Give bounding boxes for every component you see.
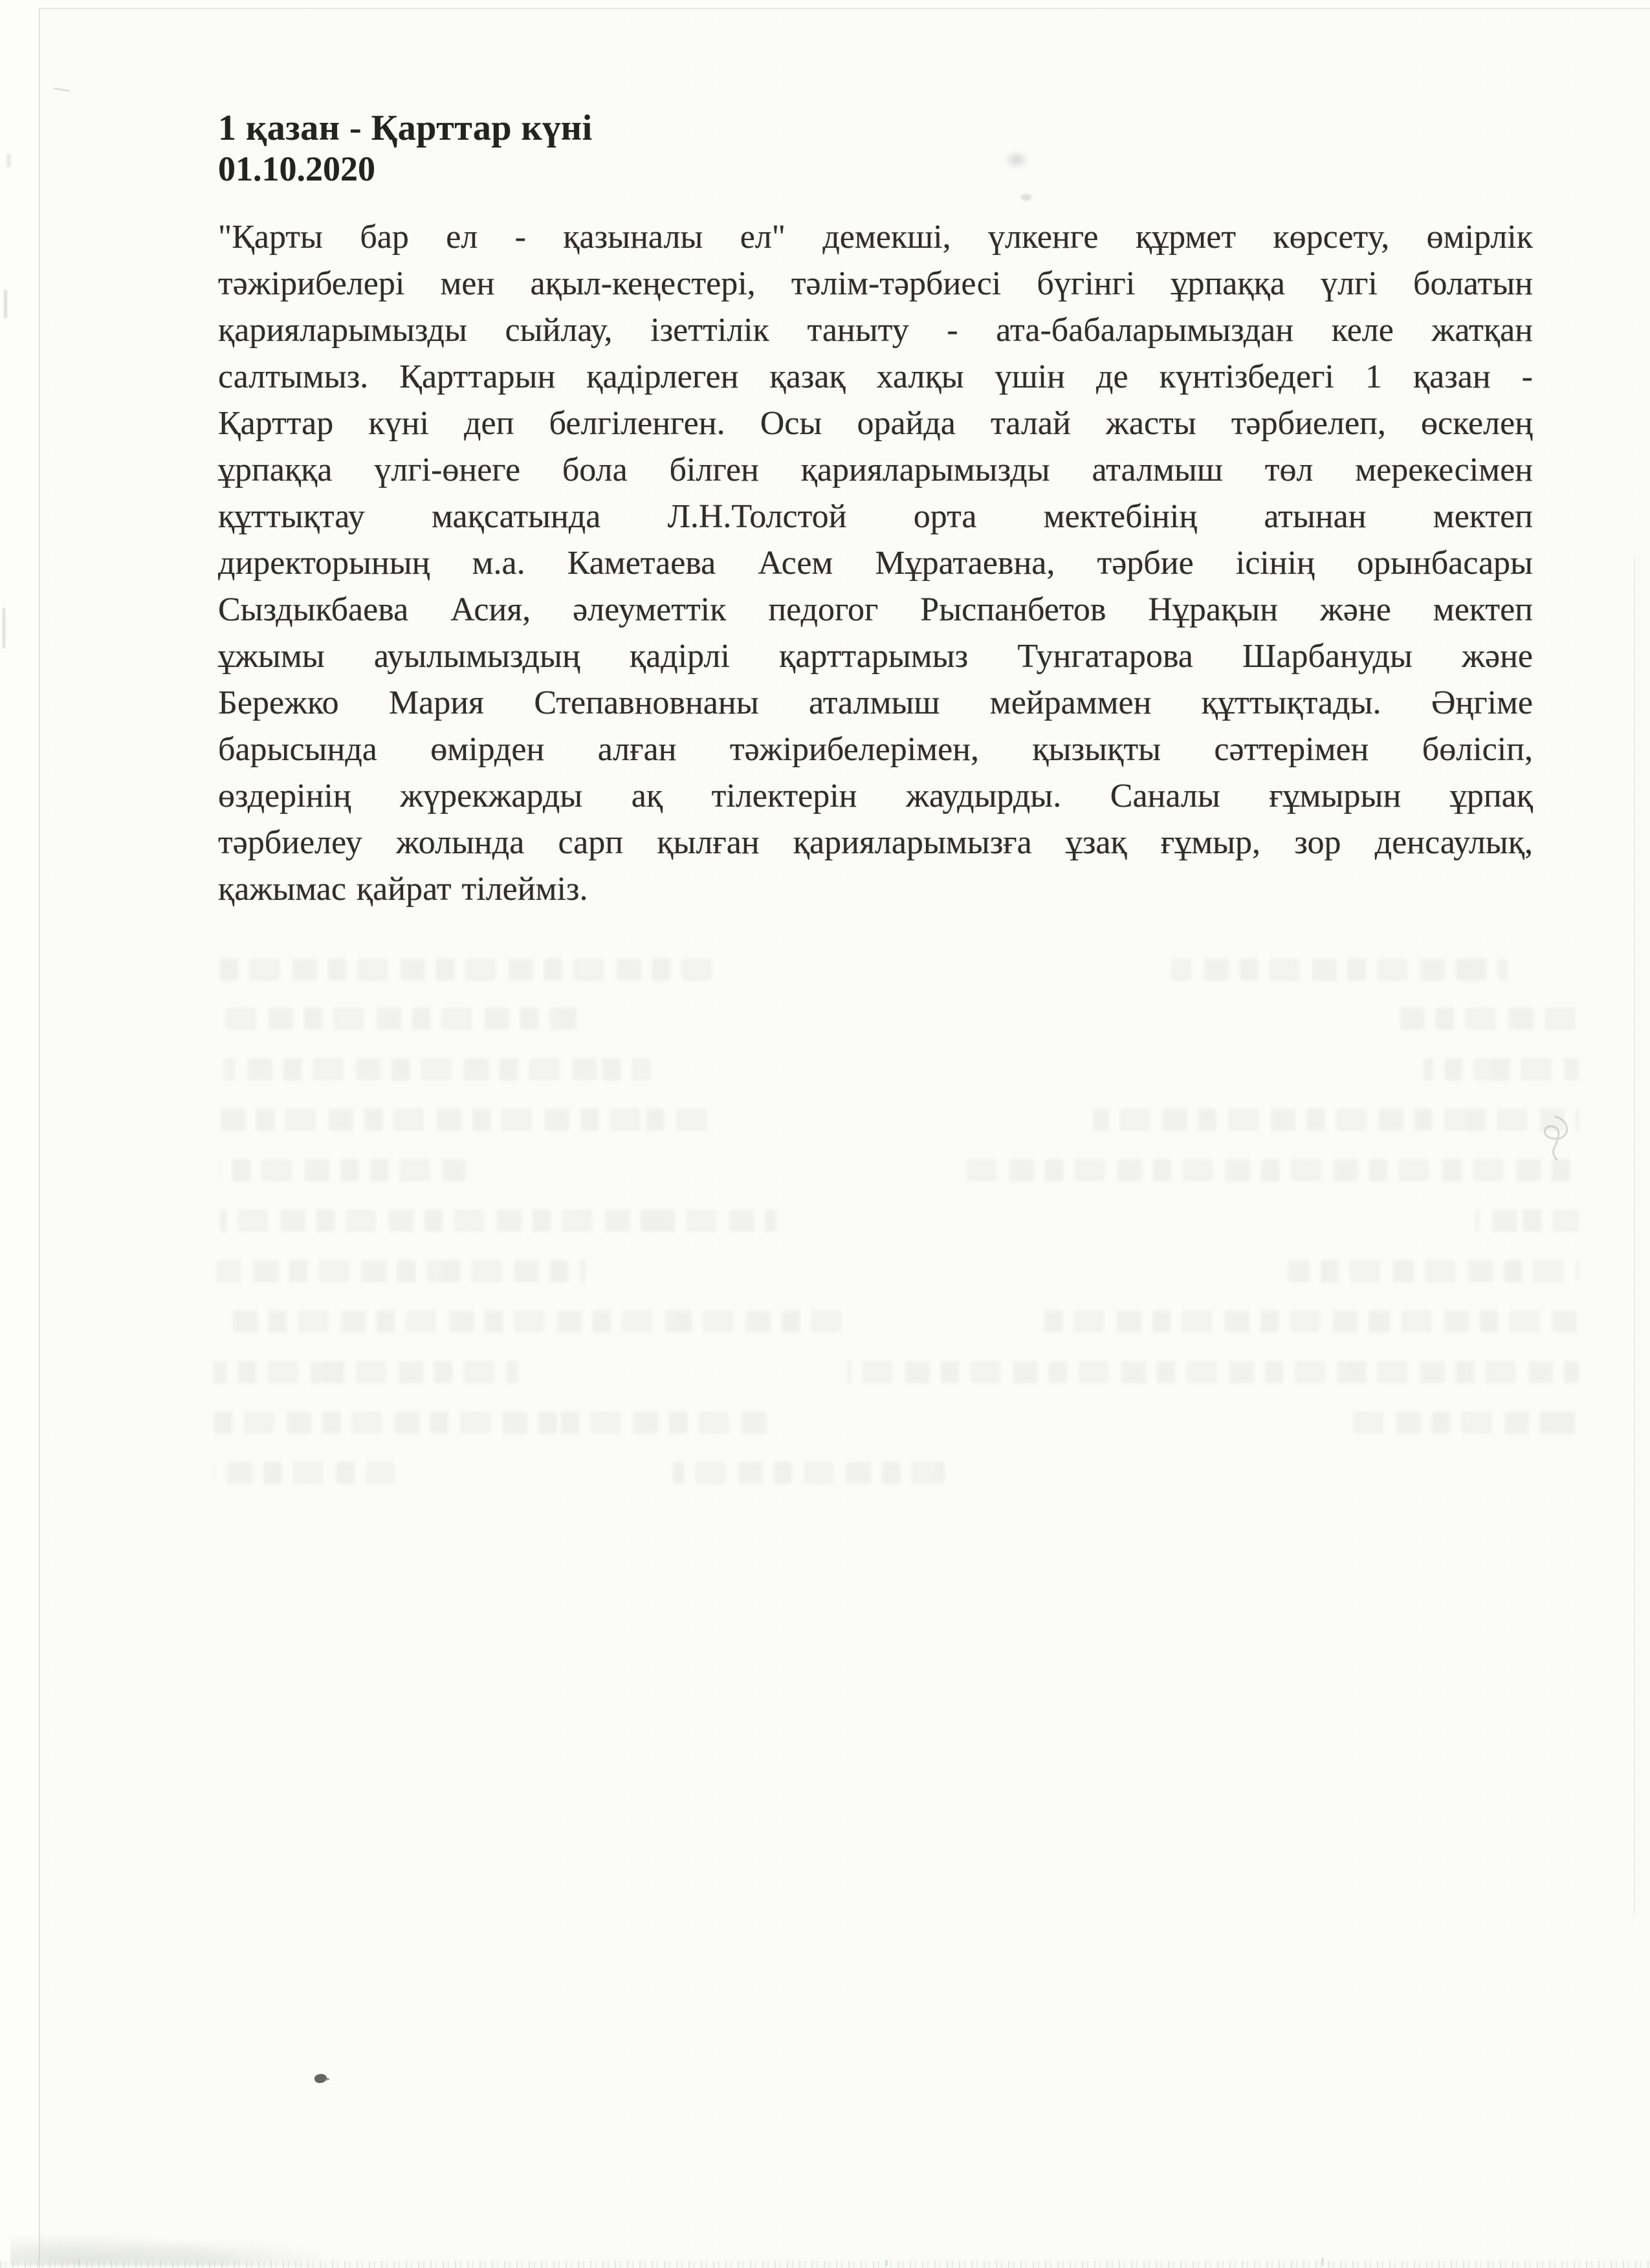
paper-right-edge [1634,556,1635,1915]
scan-artifact-streak [4,290,7,318]
paragraph-line: директорының м.а. Каметаева Асем Мұратаевна, тәрбие ісінің орынбасары [218,545,1533,582]
bleed-through-row [0,1008,1650,1031]
paragraph-line: "Қарты бар ел - қазыналы ел" демекші, үлкенге құрмет көрсету, өмірлік [218,219,1533,256]
bleed-through-row [0,1109,1650,1132]
page-title: 1 қазан - Қарттар күні [218,107,593,148]
bleed-through-row [0,959,1650,982]
paragraph-line: қарияларымызды сыйлау, ізеттілік таныту - ата-бабаларымыздан келе жатқан [218,312,1533,349]
bleed-through-row [0,1159,1650,1183]
paragraph-line: қажымас қайрат тілейміз. [218,871,588,908]
scan-artifact-teal-speck [885,2260,888,2265]
scan-artifact-teal-speck [1321,2258,1324,2265]
bleed-through-row [0,1058,1650,1082]
paragraph-line: құттықтау мақсатында Л.Н.Толстой орта мектебінің атынан мектеп [218,498,1533,535]
body-paragraph [218,214,1533,913]
paragraph-line: өздерінің жүрекжарды ақ тілектерін жаудырды. Саналы ғұмырын ұрпақ [218,778,1533,814]
bleed-through-row [0,1210,1650,1233]
scan-artifact-teal-speck [78,2260,80,2265]
paragraph-line: тәжірибелері мен ақыл-кеңестері, тәлім-тәрбиесі бүгінгі ұрпаққа үлгі болатын [218,265,1533,302]
bleed-through-row [0,1311,1650,1334]
paragraph-line: барысында өмірден алған тәжірибелерімен, қызықты сәттерімен бөлісіп, [218,731,1533,768]
paragraph-line: ұрпаққа үлгі-өнеге бола білген қарияларымызды аталмыш төл мерекесімен [218,452,1533,488]
paragraph-line: тәрбиелеу жолында сарп қылған қарияларымызға ұзақ ғұмыр, зор денсаулық, [218,824,1533,861]
scan-bottom-band [0,2261,1650,2268]
bleed-through-row [0,1462,1650,1485]
scan-artifact-dots [1021,194,1031,201]
bleed-through-row [0,1412,1650,1435]
scan-artifact-streak [6,154,11,167]
bleed-through-row [0,1361,1650,1384]
bleed-through-row [0,1260,1650,1283]
scan-artifact-streak [3,608,5,648]
paragraph-line: Бережко Мария Степавновнаны аталмыш мейраммен құттықтады. Әңгіме [218,684,1533,721]
document-date: 01.10.2020 [218,149,375,188]
paragraph-line: Қарттар күні деп белгіленген. Осы орайда талай жасты тәрбиелеп, өскелең [218,405,1533,442]
paragraph-line: ұжымы ауылымыздың қадірлі қарттарымыз Тунгатарова Шарбануды және [218,638,1533,675]
paragraph-line: салтымыз. Қарттарын қадірлеген қазақ халқы үшін де күнтізбедегі 1 қазан - [218,358,1533,395]
scan-artifact-smudge [1000,147,1033,172]
paragraph-line: Сыздыкбаева Асия, әлеуметтік педогог Рыспанбетов Нұрақын және мектеп [218,591,1533,628]
